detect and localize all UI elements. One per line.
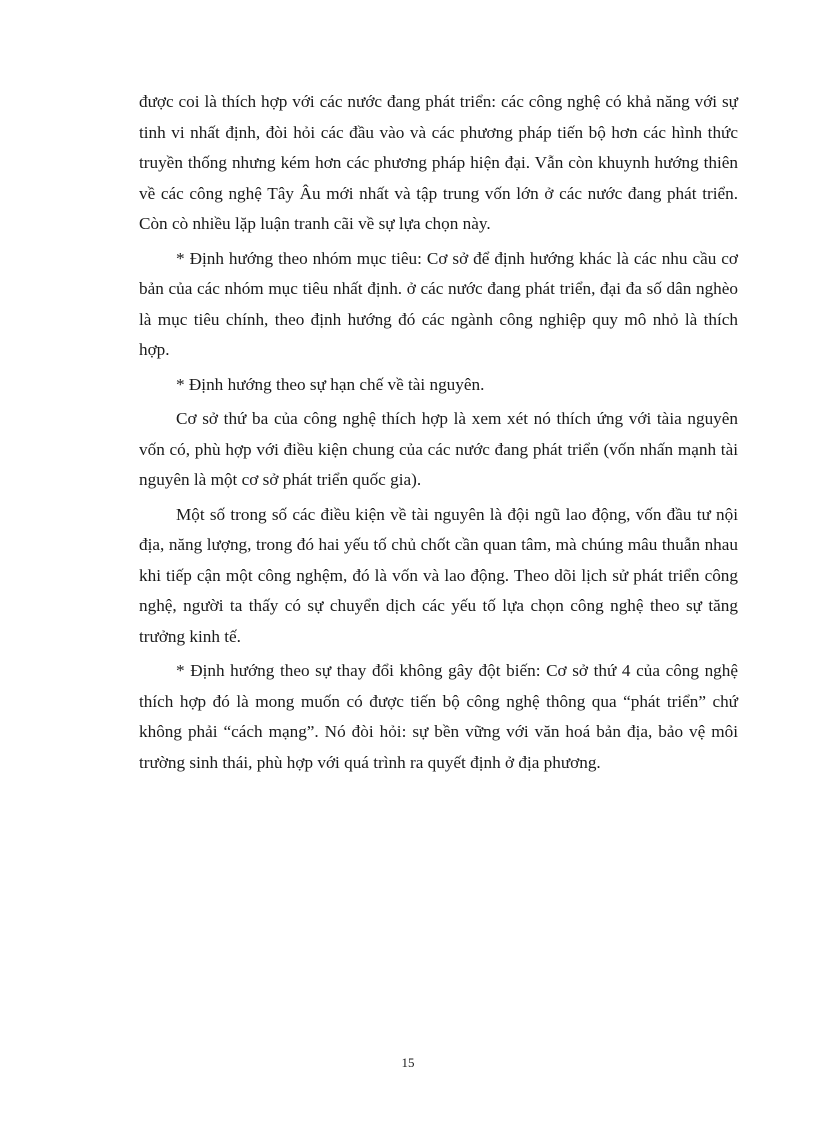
paragraph-5: Một số trong số các điều kiện về tài nguyên là đội ngũ lao động, vốn đầu tư nội địa, năng lượng, trong đó hai yếu tố chủ chốt cần quan tâm, mà chúng mâu thuẫn nhau khi tiếp cận một công nghệm, đó là vốn và lao động. Theo dõi lịch sử phát triển công nghệ, người ta thấy có sự chuyển dịch các yếu tố lựa chọn công nghệ theo sự tăng trưởng kinh tế. — [139, 504, 738, 646]
paragraph-4: Cơ sở thứ ba của công nghệ thích hợp là xem xét nó thích ứng với tàia nguyên vốn có, phù hợp với điều kiện chung của các nước đang phát triển (vốn nhấn mạnh tài nguyên là một cơ sở phát triển quốc gia). — [139, 409, 738, 489]
paragraph-1: được coi là thích hợp với các nước đang phát triển: các công nghệ có khả năng với sự tinh vi nhất định, đòi hỏi các đầu vào và các phương pháp tiến bộ hơn các hình thức truyền thống nhưng kém hơn các phương pháp hiện đại. Vẫn còn khuynh hướng thiên về các công nghệ Tây Âu mới nhất và tập trung vốn lớn ở các nước đang phát triển. Còn cò nhiều lặp luận tranh cãi về sự lựa chọn này. — [139, 92, 738, 233]
paragraph-2: * Định hướng theo nhóm mục tiêu: Cơ sở để định hướng khác là các nhu cầu cơ bản của các nhóm mục tiêu nhất định. ở các nước đang phát triển, đại đa số dân nghèo là mục tiêu chính, theo định hướng đó các ngành công nghiệp quy mô nhỏ là thích hợp. — [139, 248, 738, 359]
paragraph-6: * Định hướng theo sự thay đổi không gây đột biến: Cơ sở thứ 4 của công nghệ thích hợp đó là mong muốn có được tiến bộ công nghệ thông qua “phát triển” chứ không phải “cách mạng”. Nó đòi hỏi: sự bền vững với văn hoá bản địa, bảo vệ môi trường sinh thái, phù hợp với quá trình ra quyết định ở địa phương. — [139, 661, 738, 772]
paragraph-3: * Định hướng theo sự hạn chế về tài nguyên. — [176, 374, 485, 394]
page-number: 15 — [401, 1055, 415, 1070]
body-text — [139, 87, 738, 782]
